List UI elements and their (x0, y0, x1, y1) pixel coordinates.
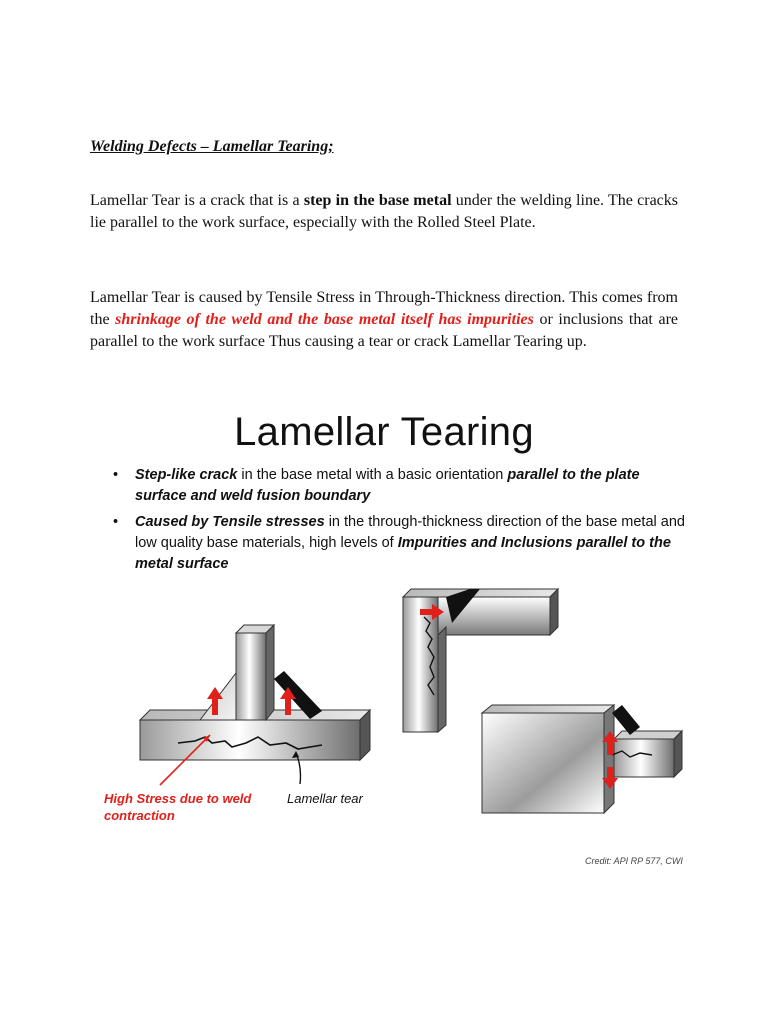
para1-bold-text: step in the base metal (303, 192, 452, 209)
para2-text-after: or inclusions that are parallel to the work surface Thus causing a tear or crack Lamellar Tearing up. (90, 311, 679, 350)
box-side-face (604, 705, 614, 813)
label-lamellar-tear: Lamellar tear (287, 791, 363, 806)
box-stub-top (614, 731, 682, 739)
box-joint (482, 705, 682, 813)
paragraph-definition (90, 190, 678, 234)
slide-bullet-2 (113, 512, 693, 575)
bullet1-text: in the base metal with a basic orientation (237, 467, 508, 483)
bullet2-text: in the through-thickness direction of the base metal and low quality base materials, high levels of (135, 514, 685, 551)
document-heading: Welding Defects – Lamellar Tearing; (90, 138, 334, 155)
t-joint (140, 625, 370, 785)
web-plate-front (236, 633, 266, 720)
box-stub-front (614, 739, 674, 777)
bullet-dot: • (113, 467, 119, 483)
slide-title: Lamellar Tearing (234, 410, 534, 454)
label-high-stress: High Stress due to weld contraction (104, 791, 252, 823)
para1-text-after: under the welding line. The cracks lie parallel to the work surface, especially with the Rolled Steel Plate. (90, 192, 678, 231)
base-plate-front (140, 720, 360, 760)
web-plate-side (266, 625, 274, 720)
slide-bullet-1 (113, 465, 693, 507)
corner-horizontal-side (550, 589, 558, 635)
bullet1-bold-italic: Step-like crack (135, 467, 238, 483)
para2-text-before: Lamellar Tear is caused by Tensile Stress in Through-Thickness direction. This comes from the (90, 289, 678, 328)
corner-top-face (403, 589, 558, 597)
slide-bullet-list (113, 465, 693, 580)
box-front-face (482, 713, 604, 813)
box-stub-side (674, 731, 682, 777)
box-top-face (482, 705, 614, 713)
bullet-dot: • (113, 514, 119, 530)
para2-highlight-text: shrinkage of the weld and the base metal itself has impurities (115, 311, 534, 328)
credit-text: Credit: API RP 577, CWI (585, 856, 683, 866)
bullet1-bold-italic-end: parallel to the plate surface and weld fusion boundary (135, 467, 640, 504)
bullet2-bold-italic: Caused by Tensile stresses (135, 514, 325, 530)
bullet2-bold-italic-end: Impurities and Inclusions parallel to the metal surface (135, 535, 671, 572)
corner-vertical-side (438, 627, 446, 732)
paragraph-cause (90, 287, 678, 353)
para1-text-before: Lamellar Tear is a crack that is a (90, 192, 304, 209)
